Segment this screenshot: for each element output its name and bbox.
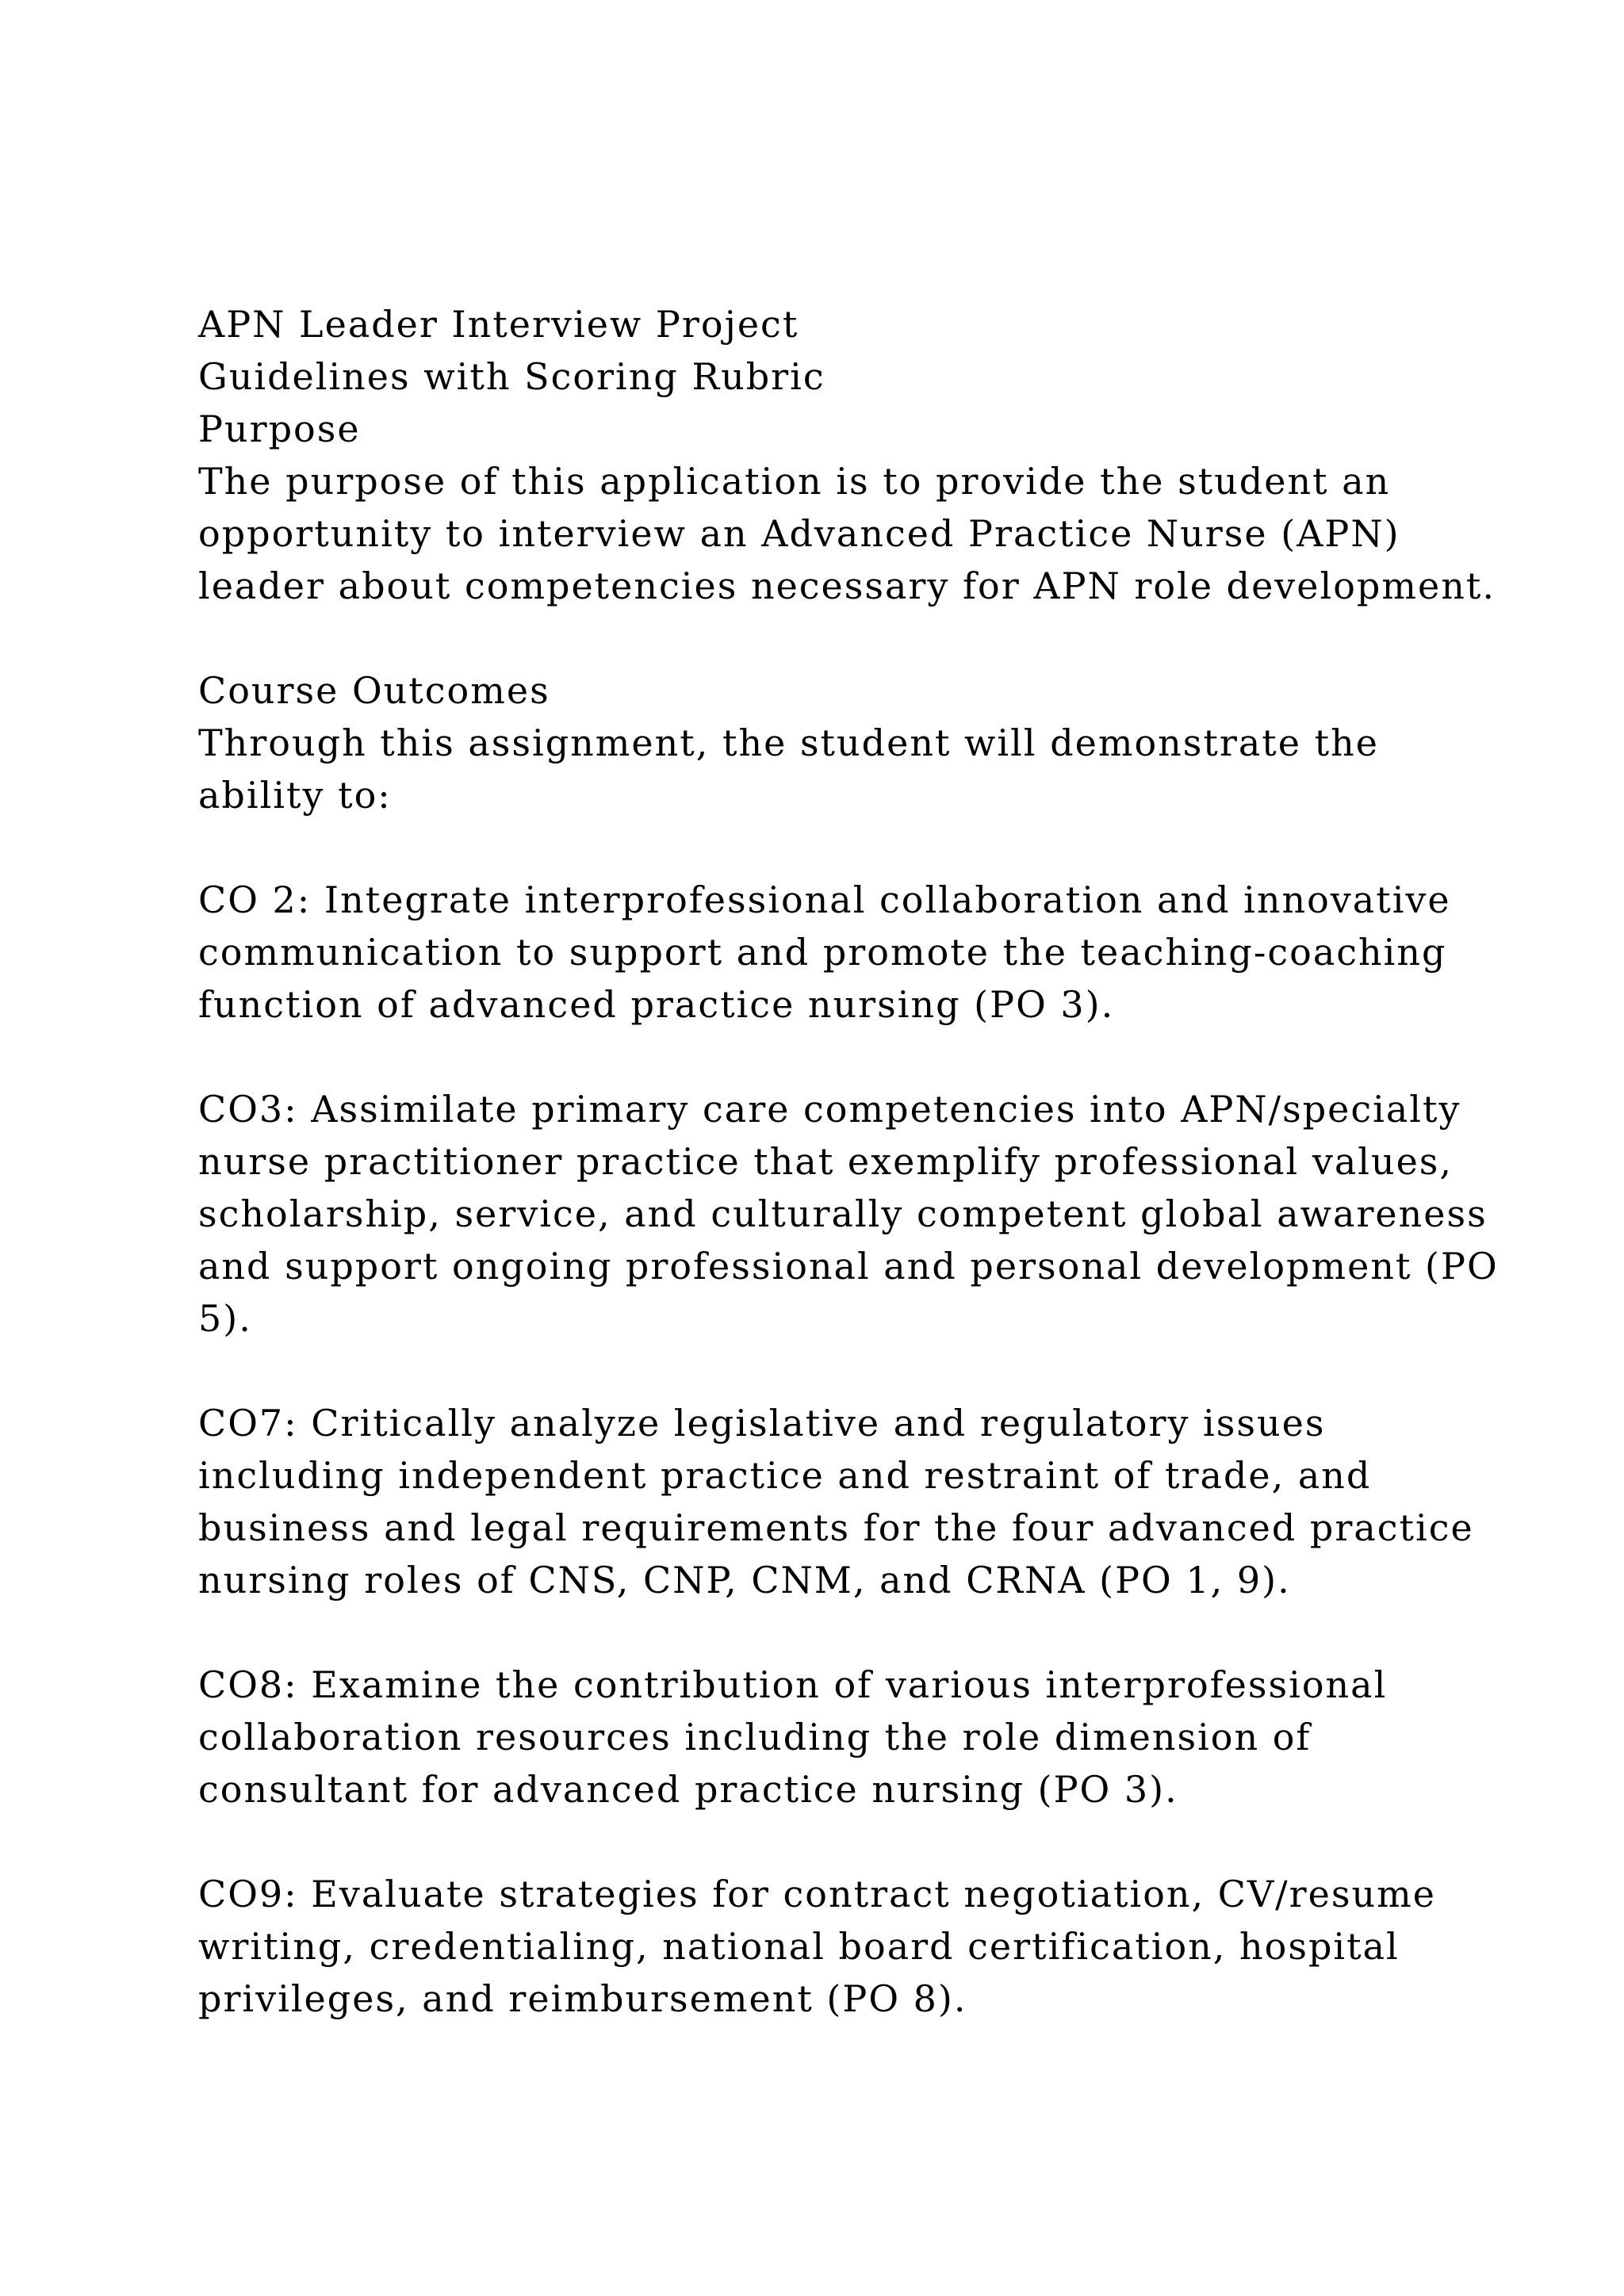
- co7-line: business and legal requirements for the four advanced practice: [198, 1506, 1474, 1549]
- co2-line: function of advanced practice nursing (PO 3).: [198, 983, 1115, 1026]
- co3-line: 5).: [198, 1297, 252, 1340]
- course-outcomes-intro-line: ability to:: [198, 774, 392, 817]
- spacer: [198, 1345, 1499, 1397]
- spacer: [198, 1606, 1499, 1659]
- purpose-heading: Purpose: [198, 408, 361, 450]
- document-subtitle: Guidelines with Scoring Rubric: [198, 355, 825, 398]
- co8-line: collaboration resources including the role dimension of: [198, 1716, 1312, 1758]
- course-outcomes-heading: Course Outcomes: [198, 669, 550, 712]
- co2-line: communication to support and promote the teaching-coaching: [198, 931, 1447, 974]
- spacer: [198, 821, 1499, 874]
- spacer: [198, 612, 1499, 664]
- document-title: APN Leader Interview Project: [198, 303, 799, 346]
- spacer: [198, 1031, 1499, 1083]
- spacer: [198, 1816, 1499, 1868]
- co9-line: CO9: Evaluate strategies for contract negotiation, CV/resume: [198, 1873, 1436, 1915]
- co7-line: nursing roles of CNS, CNP, CNM, and CRNA (PO 1, 9).: [198, 1559, 1291, 1601]
- document-body: [198, 298, 1499, 2025]
- co3-line: and support ongoing professional and personal development (PO: [198, 1245, 1499, 1288]
- co3-line: CO3: Assimilate primary care competencies into APN/specialty: [198, 1088, 1461, 1131]
- co3-line: nurse practitioner practice that exemplify professional values,: [198, 1140, 1454, 1183]
- co7-line: including independent practice and restraint of trade, and: [198, 1454, 1372, 1497]
- co8-line: CO8: Examine the contribution of various interprofessional: [198, 1663, 1388, 1706]
- purpose-line: The purpose of this application is to provide the student an: [198, 460, 1391, 503]
- co9-line: writing, credentialing, national board certification, hospital: [198, 1925, 1400, 1968]
- co2-line: CO 2: Integrate interprofessional collaboration and innovative: [198, 878, 1451, 921]
- co7-line: CO7: Critically analyze legislative and regulatory issues: [198, 1402, 1326, 1445]
- co8-line: consultant for advanced practice nursing (PO 3).: [198, 1768, 1178, 1811]
- purpose-line: opportunity to interview an Advanced Practice Nurse (APN): [198, 512, 1400, 555]
- co3-line: scholarship, service, and culturally competent global awareness: [198, 1192, 1488, 1235]
- purpose-line: leader about competencies necessary for APN role development.: [198, 564, 1496, 607]
- course-outcomes-intro-line: Through this assignment, the student will demonstrate the: [198, 721, 1379, 764]
- co9-line: privileges, and reimbursement (PO 8).: [198, 1977, 967, 2020]
